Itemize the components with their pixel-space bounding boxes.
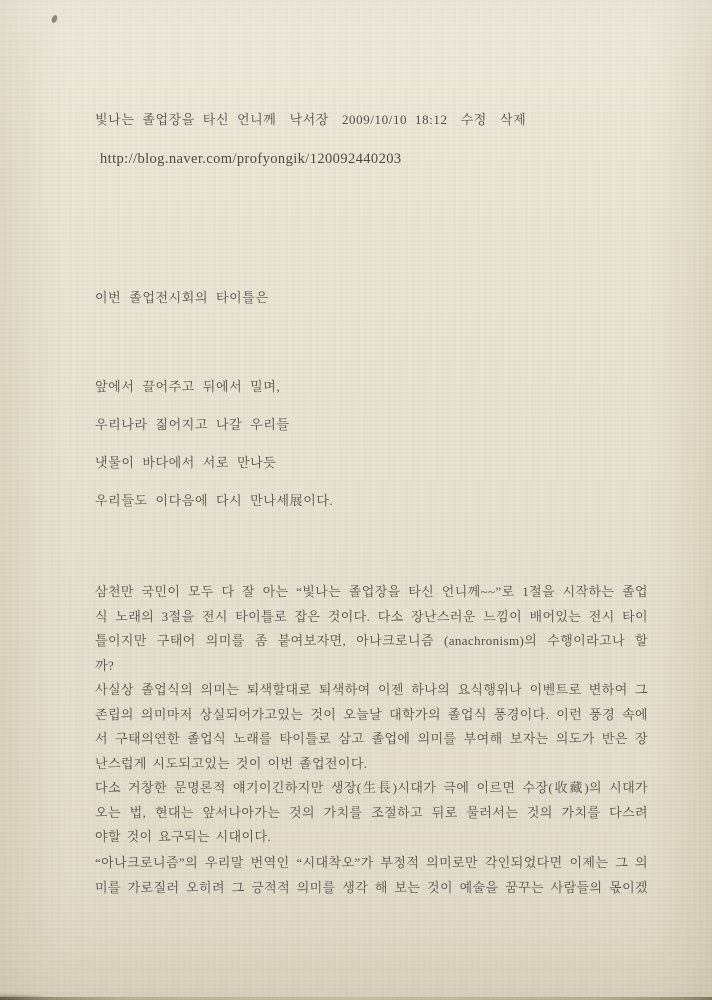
paragraph-line: 까? [95, 657, 115, 673]
post-title: 빛나는 졸업장을 타신 언니께 [95, 112, 277, 127]
delete-link-label: 삭제 [499, 112, 527, 127]
intro-text: 이번 졸업전시회의 타이틀은 [95, 290, 269, 305]
paragraph-line: 미를 가로질러 오히려 그 긍적적 의미를 생각 해 보는 것이 예술을 꿈꾸는 사람들의 몫이겠 [95, 879, 648, 895]
pen-mark [51, 14, 59, 23]
poem-line: 냇물이 바다에서 서로 만나듯 [95, 455, 277, 470]
poem-line: 우리나라 짊어지고 나갈 우리들 [95, 417, 290, 432]
paragraph-line: 난스럽게 시도되고있는 것이 이번 졸업전이다. [95, 755, 368, 771]
paragraph-line: “아나크로니즘”의 우리말 번역인 “시대착오”가 부정적 의미로만 각인되었다면 이제는 그 의 [95, 855, 648, 870]
paragraph-line: 존립의 의미마저 상실되어가고있는 것이 오늘날 대학가의 졸업식 풍경이다. 이런 풍경 속에 [95, 706, 648, 722]
poem-line: 앞에서 끌어주고 뒤에서 밀며, [95, 379, 281, 394]
post-category: 낙서장 [289, 112, 329, 127]
paragraph [95, 580, 648, 678]
poem-block [95, 379, 333, 531]
poem-line: 우리들도 이다음에 다시 만나세展이다. [95, 493, 334, 508]
post-header [95, 109, 526, 128]
paragraph [95, 776, 648, 850]
post-datetime: 2009/10/10 18:12 [341, 112, 448, 127]
edit-link-label: 수정 [460, 112, 487, 127]
post-url: http://blog.naver.com/profyongik/120092440203 [100, 151, 402, 167]
paragraph-line: 식 노래의 3절을 전시 타이틀로 잡은 것이다. 다소 장난스러운 느낌이 배어있는 전시 타이 [95, 608, 648, 624]
paragraph-line: 다소 거창한 문명론적 얘기이긴하지만 생장(生長)시대가 극에 이르면 수장(收藏)의 시대가 [95, 780, 648, 795]
paragraph-line: 오는 법, 현대는 앞서나아가는 것의 가치를 조절하고 뒤로 물러서는 것의 가치를 다스려 [95, 804, 648, 820]
paragraph [95, 851, 648, 900]
paragraph-line: 야할 것이 요구되는 시대이다. [95, 829, 272, 844]
paragraph-line: 삼천만 국민이 모두 다 잘 아는 “빛나는 졸업장을 타신 언니께~~”로 1절을 시작하는 졸업 [95, 584, 648, 599]
paragraph-line: 서 구태의연한 졸업식 노래를 타이틀로 삼고 졸업에 의미를 부여해 보자는 의도가 반은 장 [95, 731, 648, 746]
paragraph [95, 678, 648, 776]
paragraph-line: 틀이지만 구태어 의미를 좀 붙여보자면, 아나크로니즘 (anachronism)의 수행이라고나 할 [95, 633, 648, 648]
paragraph-line: 사실상 졸업식의 의미는 퇴색할대로 퇴색하여 이젠 하나의 요식행위나 이벤트로 변하여 그 [95, 682, 648, 697]
